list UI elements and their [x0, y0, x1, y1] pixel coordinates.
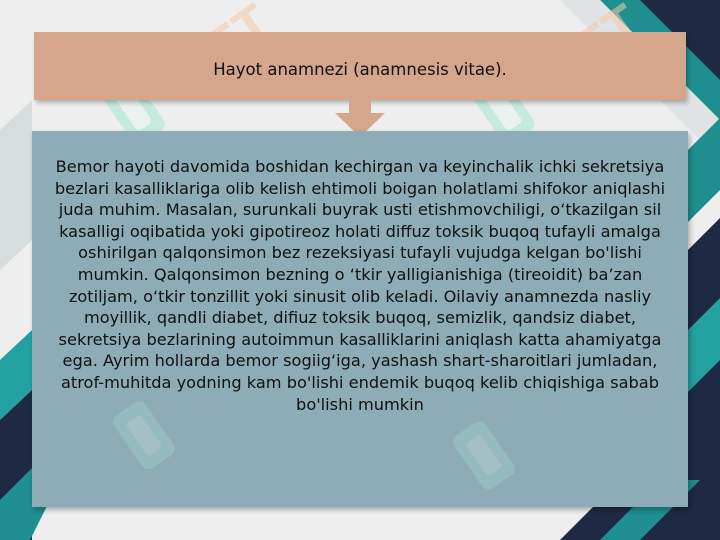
title-box: [34, 32, 686, 100]
deco-stripe-light-left: [0, 100, 32, 270]
slide-body-text: Bemor hayoti davomida boshidan kechirgan va keyinchalik ichki sekretsiya bezlari kasalliklariga olib kelish ehtimoli boigan holatlami shifokor aniqlashi juda muhim. Masalan, surunkali buyrak usti etishmovchiligi, o‘tkazilgan sil kasalligi oqibatida yoki gipotireoz holati diffuz toksik buqoq tufayli amalga oshirilgan qalqonsimon bez rezeksiyasi tufayli vujudga kelgan bo'lishi mumkin. Qalqonsimon bezning o ‘tkir yalligianishiga (tireoidit) ba’zan zotiljam, o‘tkir tonzillit yoki sinusit olib keladi. Oilaviy anamnezda nasliy moyillik, qandli diabet, difiuz toksik buqoq, semizlik, qandsiz diabet, sekretsiya bezlarining autoimmun kasalliklarini aniqlash katta ahamiyatga ega. Ayrim hollarda bemor sogiig‘iga, yashash shart-sharoitlari jumladan, atrof-muhitda yodning kam bo'lishi endemik buqoq kelib chiqishiga sabab bo'lishi mumkin: [54, 157, 666, 414]
slide-title: Hayot anamnezi (anamnesis vitae).: [213, 59, 507, 79]
content-box: [32, 131, 688, 507]
